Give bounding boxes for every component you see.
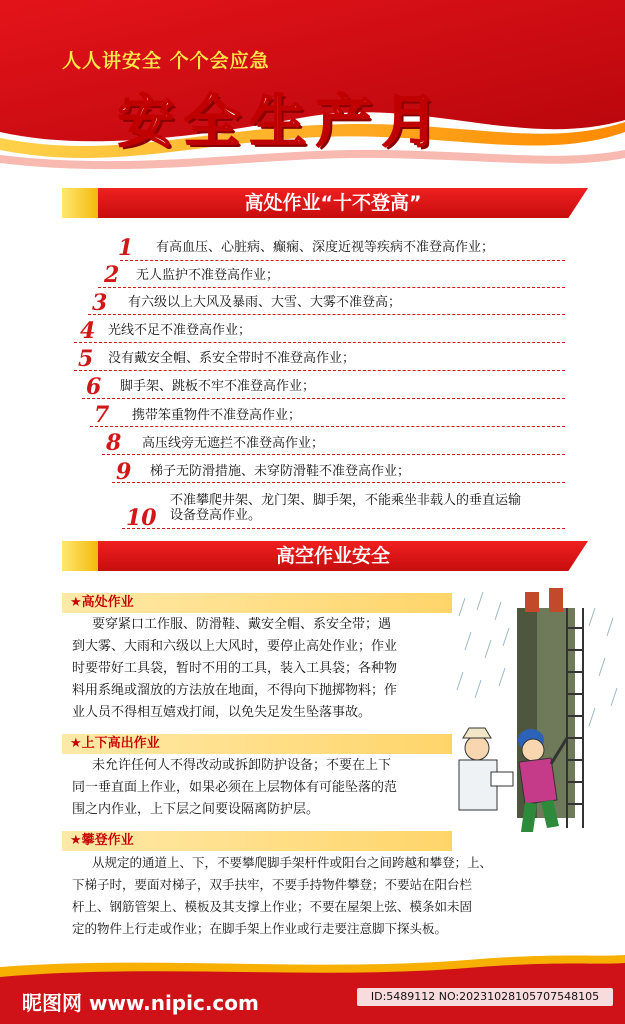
rule-number: 9	[116, 459, 132, 485]
rule-number: 5	[78, 346, 94, 372]
rule-number: 10	[126, 505, 157, 531]
slogan-text: 人人讲安全 个个会应急	[62, 50, 270, 72]
rule-text: 高压线旁无遮拦不准登高作业；	[142, 436, 325, 451]
banner-accent	[62, 188, 102, 218]
watermark-id: ID:5489112 NO:20231028105707548105	[357, 988, 613, 1006]
subsection-body	[72, 614, 452, 724]
rule-text: 不准攀爬井架、龙门架、脚手架，不能乘坐非载人的垂直运输设备登高作业。	[170, 493, 522, 523]
body-line: 从规定的通道上、下，不要攀爬脚手架杆件或阳台之间跨越和攀登；上、	[92, 855, 493, 870]
body-line: 时要带好工具袋，暂时不用的工具，装入工具袋；各种物	[72, 661, 398, 676]
subsection-heading: ★上下高出作业	[70, 736, 160, 751]
rule-number: 2	[104, 262, 120, 288]
climbing-worker-illustration	[455, 588, 623, 838]
subsection-body	[72, 852, 617, 940]
body-line: 要穿紧口工作服、防滑鞋、戴安全帽、系安全带；遇	[92, 617, 392, 632]
rule-text: 携带笨重物件不准登高作业；	[132, 408, 302, 423]
body-line: 业人员不得相互嬉戏打闹，以免失足发生坠落事故。	[72, 705, 372, 720]
rule-text: 没有戴安全帽、系安全带时不准登高作业；	[108, 351, 356, 366]
rule-text: 梯子无防滑措施、未穿防滑鞋不准登高作业；	[150, 464, 411, 479]
body-line: 到大雾、大雨和六级以上大风时，要停止高处作业；作业	[72, 639, 398, 654]
subsection-body	[72, 755, 452, 821]
watermark-logo: 昵图网 www.nipic.com	[22, 991, 259, 1015]
rule-number: 6	[86, 374, 102, 400]
supervisor-icon	[459, 728, 513, 810]
section1-title: 高处作业“十不登高”	[244, 192, 422, 214]
rule-text: 光线不足不准登高作业；	[108, 323, 252, 338]
section2-title: 高空作业安全	[275, 545, 390, 567]
rule-number: 3	[92, 290, 108, 316]
page-title: 安全生产月	[118, 90, 448, 155]
subsection-heading: ★攀登作业	[70, 833, 134, 848]
body-line: 杆上、钢筋管架上、模板及其支撑上作业；不要在屋架上弦、模条如未固	[72, 899, 473, 914]
rule-number: 8	[106, 430, 122, 456]
subsection-heading-bar	[62, 734, 452, 754]
rule-text: 有高血压、心脏病、癫痫、深度近视等疾病不准登高作业；	[156, 240, 495, 255]
rule-text: 脚手架、跳板不牢不准登高作业；	[120, 379, 316, 394]
subsection-heading-bar	[62, 831, 452, 851]
subsection-heading-bar	[62, 593, 452, 613]
body-line: 料用系绳或溜放的方法放在地面，不得向下抛掷物料；作	[72, 683, 398, 698]
body-line: 同一垂直面上作业，如果必须在上层物体有可能坠落的范	[72, 780, 398, 795]
rule-number: 4	[80, 318, 96, 344]
body-line: 定的物件上行走或作业；在脚手架上作业或行走要注意脚下探头板。	[72, 921, 448, 936]
rule-text: 无人监护不准登高作业；	[136, 268, 280, 283]
rule-text: 有六级以上大风及暴雨、大雪、大雾不准登高；	[128, 295, 402, 310]
body-line: 下梯子时，要面对梯子，双手扶牢，不要手持物件攀登；不要站在阳台栏	[72, 877, 473, 892]
rule-number: 7	[94, 402, 110, 428]
body-line: 围之内作业，上下层之间要设隔离防护层。	[72, 802, 320, 817]
rule-number: 1	[118, 235, 134, 261]
body-line: 未允许任何人不得改动或拆卸防护设备；不要在上下	[92, 758, 392, 773]
section2-banner	[62, 541, 588, 571]
banner-accent	[62, 541, 102, 571]
section1-banner	[62, 188, 588, 218]
subsection-heading: ★高处作业	[70, 595, 134, 610]
